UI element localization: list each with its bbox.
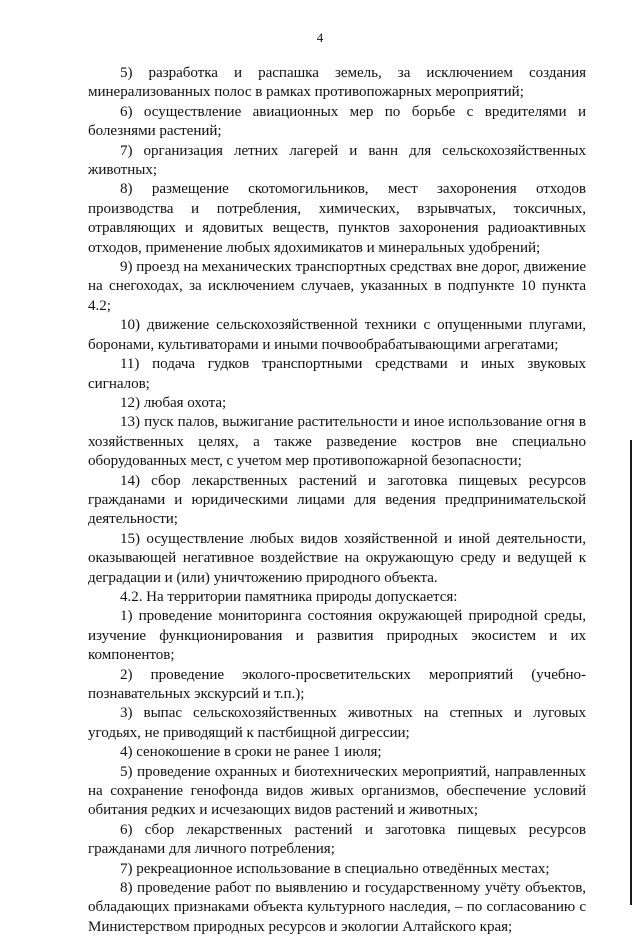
paragraph-prohibited-13: 13) пуск палов, выжигание растительности и иное использование огня в хозяйственных целях, а также разведение костров вне специально оборудованных мест, с учетом мер противопожарной безопасности; (88, 414, 586, 470)
paragraph-prohibited-7: 7) организация летних лагерей и ванн для сельскохозяйственных животных; (88, 142, 586, 179)
paragraph-allowed-2: 2) проведение эколого-просветительских мероприятий (учебно-познавательных экскурсий и т.п.); (88, 666, 586, 702)
scan-edge-line (630, 440, 632, 905)
paragraph-allowed-1: 1) проведение мониторинга состояния окружающей природной среды, изучение функционирования и развития природных экосистем и их компонентов; (88, 608, 586, 664)
paragraph-allowed-8: 8) проведение работ по выявлению и государственному учёту объектов, обладающих признаками объекта культурного наследия, – по согласованию с Министерством природных ресурсов и экологии Алтайского края; (88, 880, 586, 935)
page-number: 4 (316, 30, 324, 45)
paragraph-allowed-4: 4) сенокошение в сроки не ранее 1 июля; (120, 744, 382, 761)
paragraph-prohibited-10: 10) движение сельскохозяйственной техники с опущенными плугами, боронами, культиваторами и иными почвообрабатывающими агрегатами; (88, 317, 586, 353)
section-heading-4-2: 4.2. На территории памятника природы допускается: (120, 588, 458, 605)
document-body (88, 64, 586, 937)
paragraph-allowed-3: 3) выпас сельскохозяйственных животных на степных и луговых угодьях, не приводящий к пастбищной дигрессии; (88, 705, 586, 741)
paragraph-prohibited-14: 14) сбор лекарственных растений и заготовка пищевых ресурсов гражданами и юридическими лицами для ведения предпринимательской деятельности; (88, 472, 586, 528)
paragraph-prohibited-11: 11) подача гудков транспортными средствами и иных звуковых сигналов; (88, 356, 586, 392)
paragraph-allowed-5: 5) проведение охранных и биотехнических мероприятий, направленных на сохранение генофонда видов живых организмов, обеспечение условий обитания редких и исчезающих видов растений и животных; (88, 763, 586, 819)
paragraph-prohibited-5: 5) разработка и распашка земель, за исключением создания минерализованных полос в рамках противопожарных мероприятий; (88, 65, 586, 101)
paragraph-prohibited-15: 15) осуществление любых видов хозяйственной и иной деятельности, оказывающей негативное воздействие на окружающую среду и ведущей к деградации и (или) уничтожению природного объекта. (88, 530, 586, 586)
paragraph-prohibited-12: 12) любая охота; (120, 394, 227, 411)
paragraph-allowed-7: 7) рекреационное использование в специально отведённых местах; (120, 860, 550, 877)
paragraph-allowed-6: 6) сбор лекарственных растений и заготовка пищевых ресурсов гражданами для личного потребления; (88, 821, 586, 858)
paragraph-prohibited-8: 8) размещение скотомогильников, мест захоронения отходов производства и потребления, химических, взрывчатых, токсичных, отравляющих и ядовитых веществ, пунктов захоронения радиоактивных отходов, применение любых ядохимикатов и минеральных удобрений; (88, 181, 586, 256)
paragraph-prohibited-6: 6) осуществление авиационных мер по борьбе с вредителями и болезнями растений; (88, 103, 586, 140)
paragraph-prohibited-9: 9) проезд на механических транспортных средствах вне дорог, движение на снегоходах, за исключением случаев, указанных в подпункте 10 пункта 4.2; (88, 259, 586, 314)
